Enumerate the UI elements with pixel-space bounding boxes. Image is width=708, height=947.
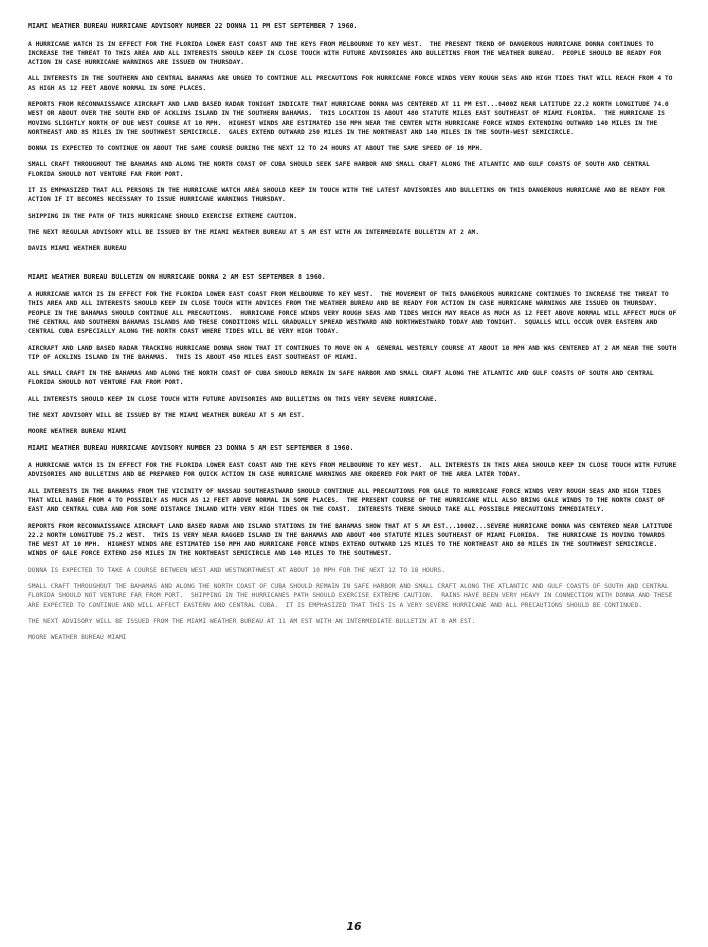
advisory-23-paragraph-3: REPORTS FROM RECONNAISSANCE AIRCRAFT LAND BASED RADAR AND ISLAND STATIONS IN THE BAHAMAS SHOW THAT AT 5 AM EST...1000Z...SEVERE HURRICANE DONNA WAS CENTERED NEAR LATITUDE 22.2 NORTH LONGITUDE 75.2 WEST. THIS IS VERY NEAR RAGGED ISLAND IN THE BAHAMAS AND ABOUT 400 STATUTE MILES SOUTHEAST OF MIAMI FLORIDA. THE HURRICANE IS MOVING TOWARDS THE WEST AT 10 MPH. HIGHEST WINDS ARE ESTIMATED 150 MPH AND HURRICANE FORCE WINDS EXTEND OUTWARD 125 MILES TO THE NORTHEAST AND 80 MILES IN THE SOUTHWEST SEMICIRCLE. WINDS OF GALE FORCE EXTEND 250 MILES IN THE NORTHEAST SEMICIRCLE AND 140 MILES TO THE SOUTHWEST. bbox=[28, 522, 677, 558]
bulletin-header: MIAMI WEATHER BUREAU BULLETIN ON HURRICANE DONNA 2 AM EST SEPTEMBER 8 1960. bbox=[28, 272, 326, 281]
bulletin-paragraph-4: ALL INTERESTS SHOULD KEEP IN CLOSE TOUCH WITH FUTURE ADVISORIES AND BULLETINS ON THIS VERY SEVERE HURRICANE. bbox=[28, 395, 438, 403]
advisory-22-paragraph-4: DONNA IS EXPECTED TO CONTINUE ON ABOUT THE SAME COURSE DURING THE NEXT 12 TO 24 HOURS AT ABOUT THE SAME SPEED OF 10 MPH. bbox=[28, 145, 483, 153]
bulletin-paragraph-3: ALL SMALL CRAFT IN THE BAHAMAS AND ALONG THE NORTH COAST OF CUBA SHOULD REMAIN IN SAFE HARBOR AND SMALL CRAFT ALONG THE ATLANTIC AND GULF COASTS OF SOUTH AND CENTRAL FLORIDA SHOULD NOT VENTURE FAR FROM PORT. bbox=[28, 370, 658, 387]
advisory-23 bbox=[28, 444, 680, 643]
advisory-23-paragraph-1: A HURRICANE WATCH IS IN EFFECT FOR THE FLORIDA LOWER EAST COAST AND THE KEYS FROM MELBOURNE TO KEY WEST. ALL INTERESTS IN THIS AREA SHOULD KEEP IN CLOSE TOUCH WITH FUTURE ADVISORIES AND BULLETINS AND BE PREPARED FOR QUICK ACTION IN CASE HURRICANE WARNINGS ARE ORDERED FOR PART OF THE AREA LATER TODAY. bbox=[28, 462, 681, 479]
advisory-23-paragraph-5: SMALL CRAFT THROUGHOUT THE BAHAMAS AND ALONG THE NORTH COAST OF CUBA SHOULD REMAIN IN SAFE HARBOR AND SMALL CRAFT ALONG THE ATLANTIC AND GULF COASTS OF SOUTH AND CENTRAL FLORIDA SHOULD NOT VENTURE FAR FROM PORT. SHIPPING IN THE HURRICANES PATH SHOULD EXERCISE EXTREME CAUTION. RAINS HAVE BEEN VERY HEAVY IN CONNECTION WITH DONNA AND THESE ARE EXPECTED TO CONTINUE AND WILL AFFECT EASTERN AND CENTRAL CUBA. IT IS EMPHASIZED THAT THIS IS A VERY SEVERE HURRICANE AND ALL PRECAUTIONS SHOULD BE CONTINUED. bbox=[28, 583, 677, 609]
advisory-23-signature: MOORE WEATHER BUREAU MIAMI bbox=[28, 634, 127, 642]
advisory-22-paragraph-3: REPORTS FROM RECONNAISSANCE AIRCRAFT AND LAND BASED RADAR TONIGHT INDICATE THAT HURRICANE DONNA WAS CENTERED AT 11 PM EST...0400Z NEAR LATITUDE 22.2 NORTH LONGITUDE 74.0 WEST OR ABOUT OVER THE SOUTH END OF ACKLINS ISLAND IN THE SOUTHERN BAHAMAS. THIS LOCATION IS ABOUT 480 STATUTE MILES EAST SOUTHEAST OF MIAMI FLORIDA. THE HURRICANE IS MOVING SLIGHTLY NORTH OF DUE WEST COURSE AT 10 MPH. HIGHEST WINDS ARE ESTIMATED 150 MPH NEAR THE CENTER WITH HURRICANE FORCE WINDS EXTENDING OUTWARD 140 MILES IN THE NORTHEAST AND 85 MILES IN THE SOUTHWEST SEMICIRCLE. GALES EXTEND OUTWARD 250 MILES IN THE NORTHEAST AND 140 MILES IN THE SOUTH-WEST SEMICIRCLE. bbox=[28, 100, 673, 136]
advisory-22-paragraph-6: IT IS EMPHASIZED THAT ALL PERSONS IN THE HURRICANE WATCH AREA SHOULD KEEP IN TOUCH WITH THE LATEST ADVISORIES AND BULLETINS ON THIS DANGEROUS HURRICANE AND BE READY FOR ACTION IF IT BECOMES NECESSARY TO ISSUE HURRICANE WARNINGS THURSDAY. bbox=[28, 187, 669, 204]
bulletin-paragraph-1: A HURRICANE WATCH IS IN EFFECT FOR THE FLORIDA LOWER EAST COAST FROM MELBOURNE TO KEY WEST. THE MOVEMENT OF THIS DANGEROUS HURRICANE CONTINUES TO INCREASE THE THREAT TO THIS AREA AND ALL INTERESTS SHOULD KEEP IN CLOSE TOUCH WITH ADVICES FROM THE WEATHER BUREAU AND BE READY FOR ACTION IN CASE HURRICANE WARNINGS ARE ISSUED ON THURSDAY. PEOPLE IN THE BAHAMAS SHOULD CONTINUE ALL PRECAUTIONS. HURRICANE FORCE WINDS VERY ROUGH SEAS AND TIDES WHICH MAY REACH AS MUCH AS 12 FEET ABOVE NORMAL WILL AFFECT MUCH OF THE CENTRAL AND SOUTHERN BAHAMAS ISLANDS AND THESE CONDITIONS WILL GRADUALLY SPREAD WESTWARD AND NORTHWESTWARD TODAY AND TONIGHT. SQUALLS WILL OCCUR OVER EASTERN AND CENTRAL CUBA ESPECIALLY ALONG THE NORTH COAST WHERE TIDES WILL BE VERY HIGH TODAY. bbox=[28, 291, 681, 336]
bulletin-signature: MOORE WEATHER BUREAU MIAMI bbox=[28, 428, 127, 436]
advisory-23-paragraph-6: THE NEXT ADVISORY WILL BE ISSUED FROM THE MIAMI WEATHER BUREAU AT 11 AM EST WITH AN INTERMEDIATE BULLETIN AT 8 AM EST. bbox=[28, 617, 476, 625]
page-number: 16 bbox=[346, 920, 362, 933]
advisory-22 bbox=[28, 22, 680, 254]
advisory-22-paragraph-7: SHIPPING IN THE PATH OF THIS HURRICANE SHOULD EXERCISE EXTREME CAUTION. bbox=[28, 212, 298, 220]
bulletin-paragraph-2: AIRCRAFT AND LAND BASED RADAR TRACKING HURRICANE DONNA SHOW THAT IT CONTINUES TO MOVE ON A GENERAL WESTERLY COURSE AT ABOUT 10 MPH AND WAS CENTERED AT 2 AM NEAR THE SOUTH TIP OF ACKLINS ISLAND IN THE BAHAMAS. THIS IS ABOUT 450 MILES EAST SOUTHEAST OF MIAMI. bbox=[28, 344, 681, 361]
advisory-23-header: MIAMI WEATHER BUREAU HURRICANE ADVISORY NUMBER 23 DONNA 5 AM EST SEPTEMBER 8 1960. bbox=[28, 443, 354, 452]
advisory-22-paragraph-8: THE NEXT REGULAR ADVISORY WILL BE ISSUED BY THE MIAMI WEATHER BUREAU AT 5 AM EST WITH AN INTERMEDIATE BULLETIN AT 2 AM. bbox=[28, 228, 480, 236]
document-page bbox=[28, 22, 680, 650]
advisory-22-signature: DAVIS MIAMI WEATHER BUREAU bbox=[28, 245, 127, 253]
advisory-23-paragraph-2: ALL INTERESTS IN THE BAHAMAS FROM THE VICINITY OF NASSAU SOUTHEASTWARD SHOULD CONTINUE ALL PRECAUTIONS FOR GALE TO HURRICANE FORCE WINDS VERY ROUGH SEAS AND HIGH TIDES THAT WILL RANGE FROM 4 TO POSSIBLY AS MUCH AS 12 FEET ABOVE NORMAL IN SOME PLACES. THE PRESENT COURSE OF THE HURRICANE WILL ALSO BRING GALE WINDS TO THE NORTH COAST OF EAST AND CENTRAL CUBA AND FOR SOME DISTANCE INLAND WITH VERY HIGH TIDES ON THE COAST. INTERESTS THERE SHOULD TAKE ALL POSSIBLE PRECAUTIONS IMMEDIATELY. bbox=[28, 487, 669, 514]
advisory-22-paragraph-5: SMALL CRAFT THROUGHOUT THE BAHAMAS AND ALONG THE NORTH COAST OF CUBA SHOULD SEEK SAFE HARBOR AND SMALL CRAFT ALONG THE ATLANTIC AND GULF COASTS OF SOUTH AND CENTRAL FLORIDA SHOULD NOT VENTURE FAR FROM PORT. bbox=[28, 161, 654, 178]
section-spacer bbox=[28, 261, 680, 273]
bulletin-2am bbox=[28, 273, 680, 437]
advisory-22-paragraph-1: A HURRICANE WATCH IS IN EFFECT FOR THE FLORIDA LOWER EAST COAST AND THE KEYS FROM MELBOURNE TO KEY WEST. THE PRESENT TREND OF DANGEROUS HURRICANE DONNA CONTINUES TO INCREASE THE THREAT TO THIS AREA AND ALL INTERESTS SHOULD KEEP IN CLOSE TOUCH WITH FUTURE ADVISORIES AND BULLETINS FROM THE WEATHER BUREAU. PEOPLE SHOULD BE READY FOR ACTION IN CASE HURRICANE WARNINGS ARE ISSUED ON THURSDAY. bbox=[28, 40, 665, 67]
advisory-22-header: MIAMI WEATHER BUREAU HURRICANE ADVISORY NUMBER 22 DONNA 11 PM EST SEPTEMBER 7 1960. bbox=[28, 22, 358, 30]
advisory-23-paragraph-4: DONNA IS EXPECTED TO TAKE A COURSE BETWEEN WEST AND WESTNORTHWEST AT ABOUT 10 MPH FOR THE NEXT 12 TO 18 HOURS. bbox=[28, 566, 446, 574]
bulletin-paragraph-5: THE NEXT ADVISORY WILL BE ISSUED BY THE MIAMI WEATHER BUREAU AT 5 AM EST. bbox=[28, 412, 305, 420]
advisory-22-paragraph-2: ALL INTERESTS IN THE SOUTHERN AND CENTRAL BAHAMAS ARE URGED TO CONTINUE ALL PRECAUTIONS FOR HURRICANE FORCE WINDS VERY ROUGH SEAS AND HIGH TIDES THAT WILL REACH FROM 4 TO AS HIGH AS 12 FEET ABOVE NORMAL IN SOME PLACES. bbox=[28, 75, 677, 92]
